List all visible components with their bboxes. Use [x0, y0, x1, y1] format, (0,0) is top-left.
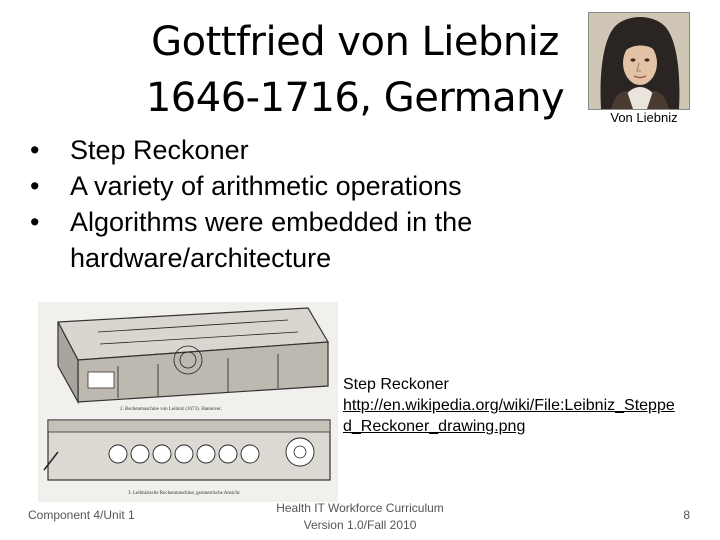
wikipedia-source-link[interactable]: http://en.wikipedia.org/wiki/File:Leibniz_Stepped_Reckoner_drawing.png [343, 397, 675, 435]
title-line-2: 1646-1716, Germany [145, 75, 565, 121]
page-number: 8 [683, 508, 690, 522]
drawing-caption [343, 374, 683, 437]
footer-component: Component 4/Unit 1 [28, 508, 135, 522]
portrait-caption: Von Liebniz [610, 110, 678, 125]
drawing-caption-label: Step Reckoner [343, 376, 449, 393]
step-reckoner-drawing [38, 302, 338, 502]
footer-curriculum [250, 500, 470, 534]
bullet-item: • Algorithms were embedded in the hardware/architecture [30, 204, 590, 276]
footer-curriculum-line-2: Version 1.0/Fall 2010 [303, 518, 417, 532]
drawing-label-top: 2. Rechenmaschine von Leibniz (1673). Hannover. [120, 407, 222, 412]
bullet-item: • A variety of arithmetic operations [30, 168, 590, 204]
leibniz-portrait [588, 12, 690, 110]
title-line-1: Gottfried von Liebniz [151, 19, 559, 65]
bullet-list [30, 132, 590, 276]
drawing-label-bottom: 3. Leibnizische Rechenmaschine, geometrische Ansicht. [128, 491, 241, 496]
slide-title [130, 14, 580, 126]
bullet-item: • Step Reckoner [30, 132, 590, 168]
footer-curriculum-line-1: Health IT Workforce Curriculum [276, 501, 444, 515]
